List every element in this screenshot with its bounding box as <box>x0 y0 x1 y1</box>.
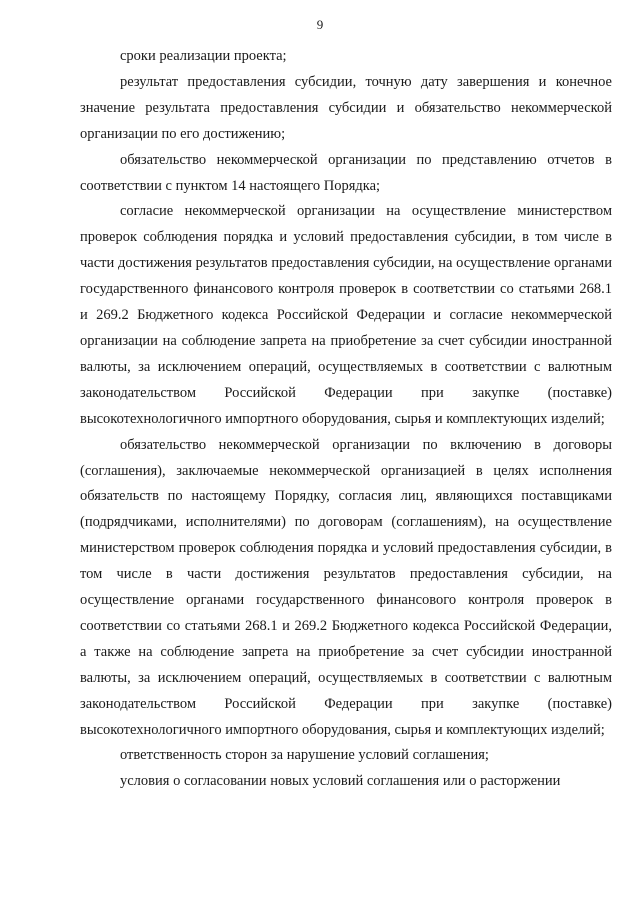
paragraph-contract-inclusion-obligation: обязательство некоммерческой организации по включению в договоры (соглашения), заключаемые некоммерческой организацией в целях исполнения обязательств по настоящему Порядку, согласия лиц, являющихся поставщиками (подрядчиками, исполнителями) по договорам (соглашениям), на осуществление министерством проверок соблюдения порядка и условий предоставления субсидии, в том числе в части достижения результатов предоставления субсидии, на осуществление органами государственного финансового контроля проверок в соответствии со статьями 268.1 и 269.2 Бюджетного кодекса Российской Федерации, а также на соблюдение запрета на приобретение за счет субсидии иностранной валюты, за исключением операций, осуществляемых в соответствии с валютным законодательством Российской Федерации при закупке (поставке) высокотехнологичного импортного оборудования, сырья и комплектующих изделий; <box>80 436 612 738</box>
paragraph-inspection-consent: согласие некоммерческой организации на осуществление министерством проверок соблюдения порядка и условий предоставления субсидии, в том числе в части достижения результатов предоставления субсидии, на осуществление органами государственного финансового контроля проверок в соответствии со статьями 268.1 и 269.2 Бюджетного кодекса Российской Федерации и согласие некоммерческой организации на соблюдение запрета на приобретение за счет субсидии иностранной валюты, за исключением операций, осуществляемых в соответствии с валютным законодательством Российской Федерации при закупке (поставке) высокотехнологичного импортного оборудования, сырья и комплектующих изделий; <box>80 203 612 427</box>
page-number: 9 <box>316 17 324 32</box>
paragraph-subsidy-result: результат предоставления субсидии, точную дату завершения и конечное значение результата предоставления субсидии и обязательство некоммерческой организации по его достижению; <box>80 73 612 142</box>
paragraph-implementation-terms: сроки реализации проекта; <box>120 48 287 64</box>
paragraph-reporting-obligation: обязательство некоммерческой организации по представлению отчетов в соответствии с пунктом 14 настоящего Порядка; <box>80 151 612 194</box>
document-body <box>80 44 612 795</box>
paragraph-new-conditions: условия о согласовании новых условий соглашения или о расторжении <box>120 773 561 790</box>
paragraph-party-liability: ответственность сторон за нарушение условий соглашения; <box>120 747 489 764</box>
